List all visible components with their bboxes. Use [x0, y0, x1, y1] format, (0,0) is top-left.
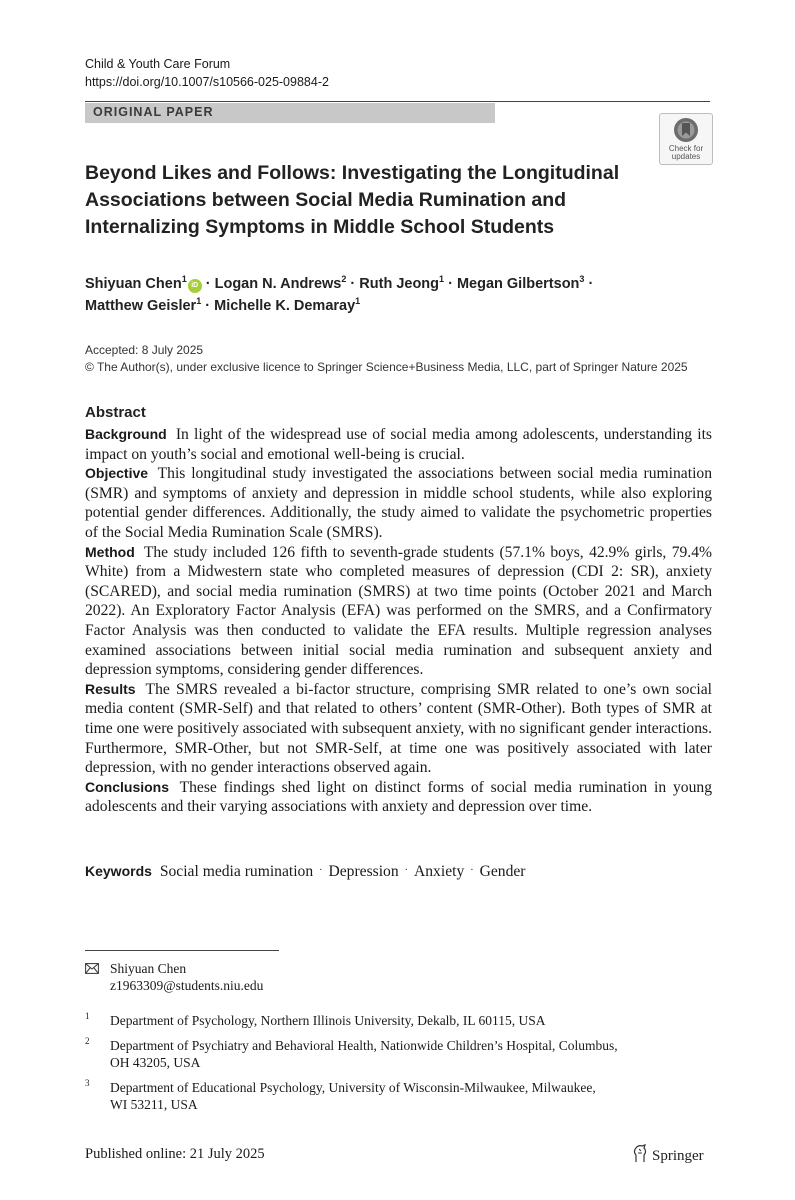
check-badge-line2: updates — [671, 152, 701, 161]
author-separator: · — [350, 275, 356, 292]
paper-title: Beyond Likes and Follows: Investigating the Longitudinal Associations between Social Media Rumination and Internalizing Symptoms in Middle School Students — [85, 162, 620, 238]
keyword[interactable]: Anxiety — [414, 863, 465, 880]
author-name[interactable]: Megan Gilbertson — [456, 275, 580, 292]
header-rule — [85, 101, 710, 102]
publisher-name: Springer — [652, 1148, 704, 1164]
article-type: ORIGINAL PAPER — [93, 105, 214, 119]
abstract-body — [85, 425, 712, 817]
keyword-separator: · — [404, 865, 408, 876]
affiliation-number: 2 — [85, 1036, 90, 1046]
author-separator: · — [448, 275, 453, 292]
section-text: This longitudinal study investigated the associations between social media rumination (SMR) and symptoms of anxiety and depression in middle school students, while also exploring potential gender differences. Additionally, the study aimed to validate the psychometric properties of the Social Media Rumination Scale (SMRS). — [85, 465, 712, 541]
corresponding-author-email[interactable]: z1963309@students.niu.edu — [110, 978, 264, 993]
author-name[interactable]: Shiyuan Chen — [85, 275, 182, 292]
corresponding-author-name: Shiyuan Chen — [110, 961, 187, 976]
author-name[interactable]: Logan N. Andrews — [214, 275, 342, 292]
keyword[interactable]: Social media rumination — [159, 863, 314, 880]
author-name[interactable]: Matthew Geisler — [85, 297, 197, 314]
author-name[interactable]: Ruth Jeong — [359, 275, 440, 292]
accepted-date: Accepted: 8 July 2025 — [85, 343, 204, 357]
affiliation-text: Department of Educational Psychology, University of Wisconsin-Milwaukee, Milwaukee, — [110, 1080, 596, 1095]
envelope-icon — [85, 963, 99, 974]
section-label: Background — [85, 426, 167, 442]
section-label: Results — [85, 680, 136, 697]
keyword-separator: · — [470, 865, 474, 876]
affiliation-marker: 2 — [341, 274, 347, 284]
affiliation-number: 3 — [85, 1078, 90, 1088]
keywords-line — [85, 863, 525, 881]
affiliation-text: Department of Psychology, Northern Illinois University, Dekalb, IL 60115, USA — [110, 1013, 546, 1028]
affiliation-text-cont: OH 43205, USA — [110, 1055, 201, 1070]
keyword-separator: · — [319, 865, 323, 876]
abstract-objective — [85, 464, 712, 542]
section-text: In light of the widespread use of social media among adolescents, understanding its impact on youth’s social and emotional well-being is crucial. — [85, 426, 712, 463]
affiliation-marker: 1 — [181, 274, 187, 284]
section-label: Conclusions — [85, 778, 170, 795]
affiliation-text-cont: WI 53211, USA — [110, 1097, 198, 1112]
abstract-conclusions — [85, 778, 712, 817]
keyword[interactable]: Gender — [479, 863, 526, 880]
author-line-2 — [85, 296, 360, 314]
abstract-method — [85, 543, 712, 680]
check-badge-line1: Check for — [668, 144, 704, 153]
springer-logo — [632, 1144, 704, 1165]
orcid-icon[interactable]: iD — [188, 279, 202, 293]
affiliation-marker: 1 — [439, 274, 445, 284]
abstract-heading: Abstract — [85, 404, 146, 421]
affiliation-marker: 3 — [579, 274, 585, 284]
article-type-band — [85, 103, 495, 123]
bookmark-icon — [673, 117, 699, 143]
abstract-results — [85, 680, 712, 778]
author-line-1 — [85, 274, 593, 293]
author-separator: · — [588, 275, 594, 292]
section-text: The study included 126 fifth to seventh-grade students (57.1% boys, 42.9% girls, 79.4% White) from a Midwestern state who completed measures of depression (CDI 2: SR), anxiety (SCARED), and social media rumination (SMRS) at two time points (October 2021 and March 2022). An Exploratory Factor Analysis (EFA) was performed on the SMRS, and a Confirmatory Factor Analysis was then conducted to validate the EFA results. Multiple regression analyses examined associations between initial social media rumination and subsequent anxiety and depression symptoms, considering gender differences. — [85, 543, 712, 679]
keyword[interactable]: Depression — [328, 863, 399, 880]
affiliation-text: Department of Psychiatry and Behavioral Health, Nationwide Children’s Hospital, Columbus, — [110, 1038, 618, 1053]
check-for-updates-badge[interactable] — [659, 113, 713, 165]
copyright-notice: © The Author(s), under exclusive licence to Springer Science+Business Media, LLC, part of Springer Nature 2025 — [85, 360, 688, 374]
section-label: Method — [85, 543, 135, 560]
keywords-label: Keywords — [85, 863, 152, 879]
section-text: These findings shed light on distinct forms of social media rumination in young adolescents and their varying associations with anxiety and depression over time. — [85, 778, 712, 816]
author-name[interactable]: Michelle K. Demaray — [214, 297, 356, 314]
affiliation-marker: 1 — [196, 296, 202, 306]
springer-horse-icon — [632, 1144, 648, 1163]
affiliation-number: 1 — [85, 1011, 90, 1021]
doi-link[interactable]: https://doi.org/10.1007/s10566-025-09884-2 — [85, 75, 329, 89]
affiliation-marker: 1 — [355, 296, 361, 306]
author-separator: · — [205, 297, 211, 314]
abstract-background — [85, 425, 712, 464]
footnote-rule — [85, 950, 279, 951]
published-online: Published online: 21 July 2025 — [85, 1146, 265, 1162]
journal-name: Child & Youth Care Forum — [85, 57, 231, 71]
section-text: The SMRS revealed a bi-factor structure, comprising SMR related to one’s own social media content (SMR-Self) and that related to others’ content (SMR-Other). Both types of SMR at time one were positively associated with subsequent anxiety, with no significant gender interactions. Furthermore, SMR-Other, but not SMR-Self, at time one was positively associated with later depression, with no gender interactions observed again. — [85, 680, 712, 777]
author-separator: · — [205, 275, 211, 292]
section-label: Objective — [85, 465, 149, 482]
